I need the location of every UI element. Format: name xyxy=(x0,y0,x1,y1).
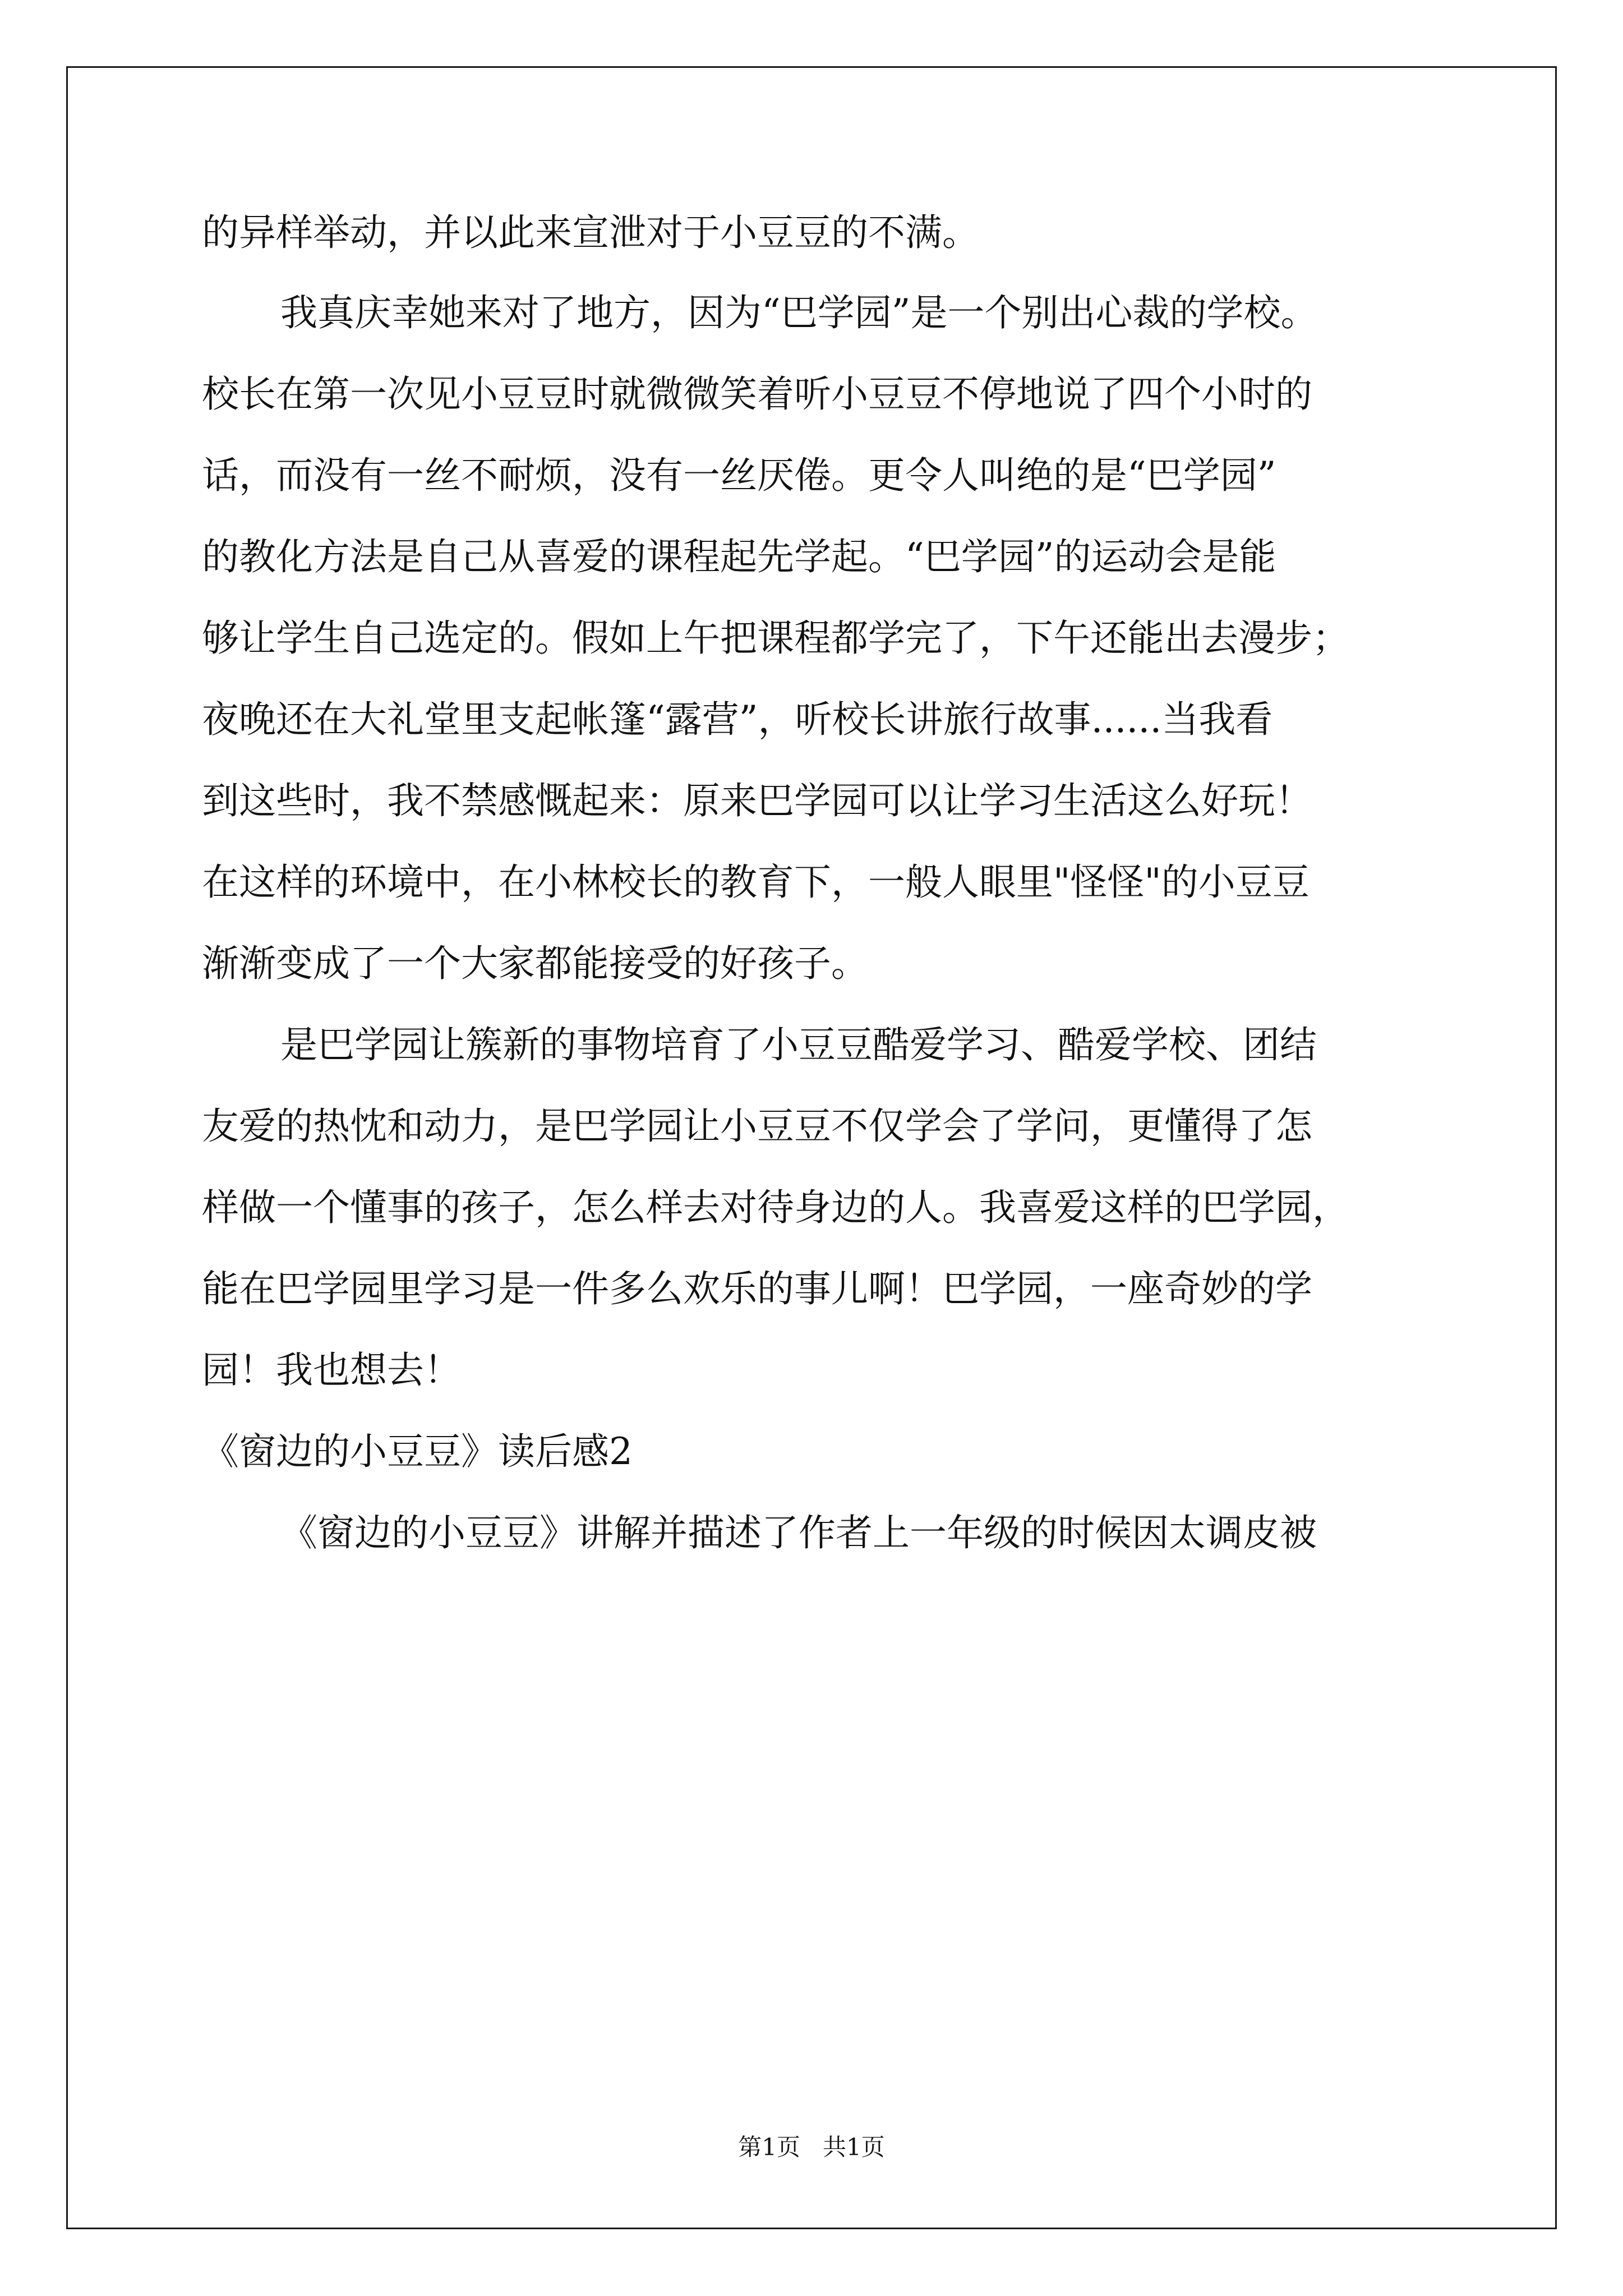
text-line: 是巴学园让簇新的事物培育了小豆豆酷爱学习、酷爱学校、团结 xyxy=(280,1023,1317,1066)
text-line: 话，而没有一丝不耐烦，没有一丝厌倦。更令人叫绝的是“巴学园” xyxy=(202,454,1276,497)
text-line: 能在巴学园里学习是一件多么欢乐的事儿啊！巴学园，一座奇妙的学 xyxy=(202,1267,1312,1310)
text-line: 友爱的热忱和动力，是巴学园让小豆豆不仅学会了学问，更懂得了怎 xyxy=(202,1105,1312,1148)
text-line: 渐渐变成了一个大家都能接受的好孩子。 xyxy=(202,942,868,985)
page-total: 共1页 xyxy=(823,2133,885,2161)
text-line: 的教化方法是自己从喜爱的课程起先学起。“巴学园”的运动会是能 xyxy=(202,535,1276,578)
page-number: 第1页 xyxy=(738,2133,800,2161)
text-line: 的异样举动，并以此来宣泄对于小豆豆的不满。 xyxy=(202,211,979,254)
text-line: 园！我也想去！ xyxy=(202,1349,461,1392)
text-line: 夜晚还在大礼堂里支起帐篷“露营”，听校长讲旅行故事......当我看 xyxy=(202,698,1273,741)
text-line: 在这样的环境中，在小林校长的教育下，一般人眼里"怪怪"的小豆豆 xyxy=(202,861,1310,904)
page-footer xyxy=(0,2133,1623,2161)
text-line: 样做一个懂事的孩子，怎么样去对待身边的人。我喜爱这样的巴学园， xyxy=(202,1186,1349,1229)
text-line: 校长在第一次见小豆豆时就微微笑着听小豆豆不停地说了四个小时的 xyxy=(202,372,1312,416)
section-heading: 《窗边的小豆豆》读后感2 xyxy=(202,1430,633,1473)
text-line: 我真庆幸她来对了地方，因为“巴学园”是一个别出心裁的学校。 xyxy=(280,291,1318,334)
text-line: 到这些时，我不禁感慨起来：原来巴学园可以让学习生活这么好玩！ xyxy=(202,779,1312,822)
text-line: 《窗边的小豆豆》讲解并描述了作者上一年级的时候因太调皮被 xyxy=(280,1511,1317,1554)
text-line: 够让学生自己选定的。假如上午把课程都学完了，下午还能出去漫步； xyxy=(202,616,1349,660)
